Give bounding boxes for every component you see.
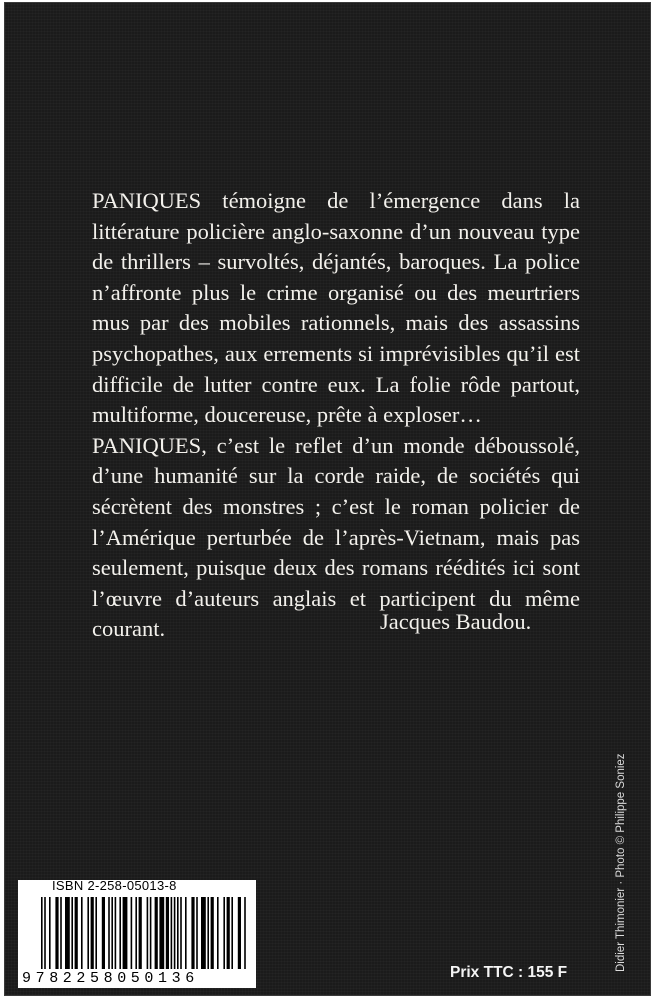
- blurb-paragraph-1: PANIQUES témoigne de l’émergence dans la littérature policière anglo-saxonne d’un nouveau type de thrillers – survoltés, déjantés, baroques. La police n’affronte plus le crime organisé ou des meurtriers mus par des mobiles rationnels, mais des assassins psychopathes, aux errements si imprévisibles qu’il est difficile de lutter contre eux. La folie rôde partout, multiforme, doucereuse, prête à exploser…: [92, 188, 580, 428]
- isbn-number: ISBN 2-258-05013-8: [52, 878, 177, 893]
- price-label: Prix TTC : 155 F: [450, 964, 568, 981]
- barcode-icon: [41, 897, 247, 969]
- blurb-text: [92, 186, 580, 645]
- author-signature: Jacques Baudou.: [380, 609, 532, 634]
- photo-credit: Didier Thimonier · Photo © Philippe Soniez: [615, 753, 627, 972]
- blurb-paragraph-2: PANIQUES, c’est le reflet d’un monde déboussolé, d’une humanité sur la corde raide, de sociétés qui sécrètent des monstres ; c’est le roman policier de l’Amérique perturbée de l’après-Vietnam, mais pas seulement, puisque deux des romans réédités ici sont l’œuvre d’auteurs anglais et participent du même courant.: [92, 432, 580, 642]
- ean-digits: 9782258050136: [22, 970, 199, 987]
